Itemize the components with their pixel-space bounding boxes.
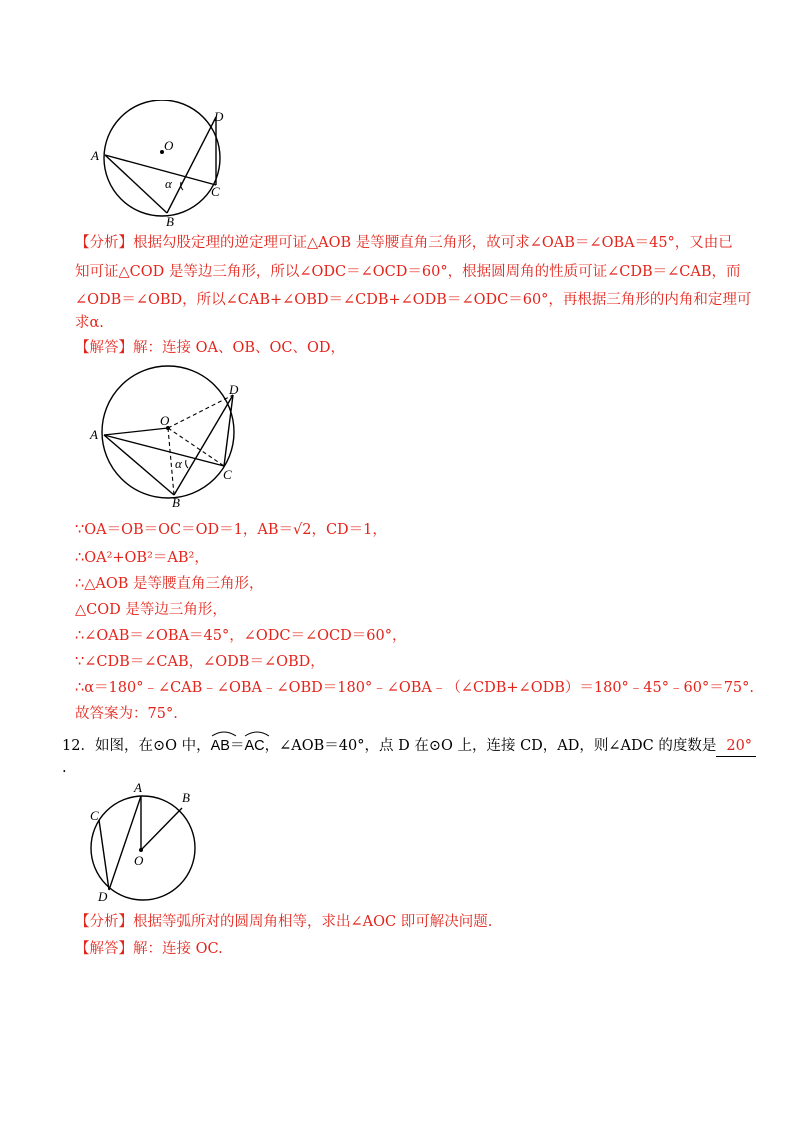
fig2-label-alpha: α xyxy=(175,456,182,471)
step-line-2: ∴OA²+OB²＝AB²， xyxy=(75,550,209,566)
question-12: 12．如图，在⊙O 中， AB＝ AC，∠AOB＝40°，点 D 在⊙O 上，连接 CD，AD，则∠ADC 的度数是 20° xyxy=(62,736,740,757)
fig1-label-b: B xyxy=(166,214,174,229)
step-line-8: 故答案为：75°. xyxy=(75,706,178,722)
fig2-label-c: C xyxy=(223,467,232,482)
analysis1-line-3: ∠ODB＝∠OBD，所以∠CAB+∠OBD＝∠CDB+∠ODB＝∠ODC＝60°，再根据三角形的内角和定理可 xyxy=(75,292,752,308)
figure-1 xyxy=(85,100,245,230)
arc-ab: AB xyxy=(211,738,230,754)
fig2-label-d: D xyxy=(229,382,239,397)
analysis1-tag: 【分析】 xyxy=(75,235,133,251)
figure-3 xyxy=(82,778,212,903)
analysis1-line-2: 知可证△COD 是等边三角形，所以∠ODC＝∠OCD＝60°，根据圆周角的性质可证∠CDB＝∠CAB，而 xyxy=(75,264,741,280)
figure-2 xyxy=(88,362,248,512)
fig1-label-alpha: α xyxy=(165,176,172,191)
fig3-label-c: C xyxy=(90,808,99,823)
arc-ac: AC xyxy=(244,738,264,754)
fig1-label-o: O xyxy=(164,138,174,153)
analysis2-tag: 【分析】 xyxy=(75,914,133,930)
analysis1-line-1: 【分析】根据勾股定理的逆定理可证△AOB 是等腰直角三角形，故可求∠OAB＝∠OBA＝45°，又由已 xyxy=(75,235,733,251)
fig3-label-o: O xyxy=(134,853,144,868)
fig1-label-c: C xyxy=(211,184,220,199)
question-number: 12． xyxy=(62,738,95,754)
fig1-label-a: A xyxy=(91,148,99,163)
question-12-end: . xyxy=(62,760,67,776)
step-line-6: ∵∠CDB＝∠CAB，∠ODB＝∠OBD， xyxy=(75,654,325,670)
fig1-label-d: D xyxy=(214,109,224,124)
fig2-label-a: A xyxy=(90,427,98,442)
fig2-label-o: O xyxy=(160,413,170,428)
analysis2: 【分析】根据等弧所对的圆周角相等，求出∠AOC 即可解决问题. xyxy=(75,914,493,930)
fig3-label-b: B xyxy=(182,790,190,805)
step-line-4: △COD 是等边三角形， xyxy=(75,602,227,618)
solution2: 【解答】解：连接 OC. xyxy=(75,941,223,957)
step-line-5: ∴∠OAB＝∠OBA＝45°，∠ODC＝∠OCD＝60°， xyxy=(75,628,407,644)
fig3-label-d: D xyxy=(98,889,108,903)
step-line-1: ∵OA＝OB＝OC＝OD＝1，AB＝√2，CD＝1， xyxy=(75,522,387,538)
solution1-intro: 【解答】解：连接 OA、OB、OC、OD， xyxy=(75,340,346,356)
analysis1-line-4: 求α. xyxy=(75,315,104,331)
solution1-tag: 【解答】 xyxy=(75,340,133,356)
solution2-tag: 【解答】 xyxy=(75,941,133,957)
step-line-7: ∴α＝180°﹣∠CAB﹣∠OBA﹣∠OBD＝180°﹣∠OBA﹣（∠CDB+∠ODB）＝180°﹣45°﹣60°＝75°. xyxy=(75,680,755,696)
fig2-label-b: B xyxy=(172,495,180,510)
answer-blank: 20° xyxy=(716,736,756,757)
fig3-label-a: A xyxy=(134,780,142,795)
step-line-3: ∴△AOB 是等腰直角三角形， xyxy=(75,576,264,592)
